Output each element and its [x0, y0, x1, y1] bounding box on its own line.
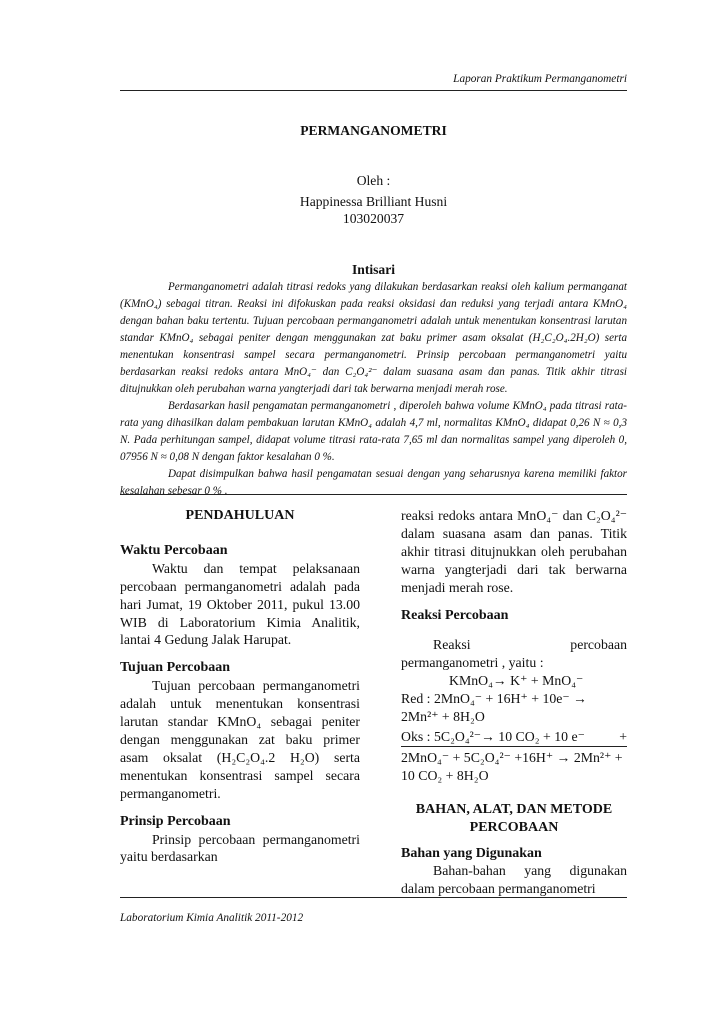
heading-tujuan-percobaan: Tujuan Percobaan [120, 660, 231, 676]
footer: Laboratorium Kimia Analitik 2011-2012 [120, 912, 304, 924]
abstract-paragraph-1: Permanganometri adalah titrasi redoks yang dilakukan berdasarkan reaksi oleh kalium permanganat (KMnO₄) sebagai titran. Reaksi ini difokuskan pada reaksi oksidasi dan reduksi yang terjadi antara KMnO₄ dengan bahan baku tertentu. Tujuan percobaan permanganometri adalah untuk menentukan konsentrasi larutan standar KMnO₄ sebagai peniter dengan menggunakan zat baku primer asam oksalat (H₂C₂O₄.2H₂O) serta menentukan konsentrasi sampel secara permanganometri. Prinsip percobaan permanganometri yaitu berdasarkan reaksi redoks antara MnO₄⁻ dan C₂O₄²⁻ dalam suasana asam dan panas. Titik akhir titrasi ditujnukkan oleh perubahan warna yangterjadi dari tak berwarna menjadi merah rose. [120, 281, 627, 395]
abstract-heading: Intisari [351, 262, 396, 277]
equation-reduction-line2: 2Mn²⁺ + 8H₂O [401, 709, 485, 725]
abstract [120, 279, 627, 500]
equation-reduction-line1: Red : 2MnO₄⁻ + 16H⁺ + 10e⁻ → [401, 691, 587, 707]
abstract-rule [120, 494, 627, 495]
paper-title: PERMANGANOMETRI [300, 123, 447, 138]
text-prinsip-percobaan: Prinsip percobaan permanganometri yaitu berdasarkan [120, 831, 360, 865]
text-waktu-percobaan: Waktu dan tempat pelaksanaan percobaan permanganometri adalah pada hari Jumat, 19 Oktober 2011, pukul 13.00 WIB di Laboratorium Kimia Analitik, lantai 4 Gedung Jalak Harupat. [120, 560, 360, 648]
abstract-paragraph-2: Berdasarkan hasil pengamatan permanganometri , diperoleh bahwa volume KMnO₄ pada titrasi rata-rata yang dihasilkan dalam pembakuan larutan KMnO₄ adalah 4,7 ml, normalitas KMnO₄ didapat 0,26 N ≈ 0,3 N. Pada perhitungan sampel, didapat volume titrasi rata-rata 7,65 ml dan normalitas sampel yang diperoleh 0, 07956 N ≈ 0,08 N dengan faktor kesalahan 0 %. [120, 400, 627, 463]
heading-prinsip-percobaan: Prinsip Percobaan [120, 813, 231, 829]
left-column [120, 507, 360, 866]
equation-oxidation-plus: + [619, 728, 627, 744]
text-prinsip-continued: reaksi redoks antara MnO₄⁻ dan C₂O₄²⁻ dalam suasana asam dan panas. Titik akhir titrasi ditujnukkan oleh perubahan warna yangterjadi dari tak berwarna menjadi merah rose. [401, 508, 627, 595]
author-name: Happinessa Brilliant Husni [299, 194, 448, 209]
running-header: Laporan Praktikum Permanganometri [453, 73, 627, 85]
text-reaksi-intro: Reaksi percobaan permanganometri , yaitu : [401, 637, 627, 671]
equation-dissociation: KMnO₄→ K⁺ + MnO₄⁻ [449, 673, 584, 689]
section-bahan-alat-metode: BAHAN, ALAT, DAN METODE PERCOBAAN [415, 801, 613, 835]
equation-total-line1: 2MnO₄⁻ + 5C₂O₄²⁻ +16H⁺ → 2Mn²⁺ + [401, 749, 623, 765]
abstract-paragraph-3: Dapat disimpulkan bahwa hasil pengamatan sesuai dengan yang seharusnya karena memiliki faktor kesalahan sebesar 0 % . [120, 468, 627, 497]
equation-oxidation-text: Oks : 5C₂O₄²⁻→ 10 CO₂ + 10 e⁻ [401, 728, 585, 744]
right-column [401, 507, 627, 898]
student-id: 103020037 [342, 211, 405, 226]
heading-waktu-percobaan: Waktu Percobaan [120, 542, 228, 558]
header-rule [120, 90, 627, 91]
equation-total-line2: 10 CO₂ + 8H₂O [401, 767, 489, 783]
heading-bahan-digunakan: Bahan yang Digunakan [401, 845, 542, 861]
text-bahan-digunakan: Bahan-bahan yang digunakan dalam percobaan permanganometri [401, 863, 627, 897]
footer-rule [120, 897, 627, 898]
byline-oleh: Oleh : [356, 173, 391, 188]
section-pendahuluan: PENDAHULUAN [185, 508, 295, 523]
text-tujuan-percobaan: Tujuan percobaan permanganometri adalah untuk menentukan konsentrasi larutan standar KMnO₄ sebagai peniter dengan menggunakan zat baku primer asam oksalat (H₂C₂O₄.2 H₂O) serta menentukan konsentrasi sampel secara permanganometri. [120, 678, 360, 801]
heading-reaksi-percobaan: Reaksi Percobaan [401, 607, 509, 623]
equation-oxidation [401, 728, 627, 747]
